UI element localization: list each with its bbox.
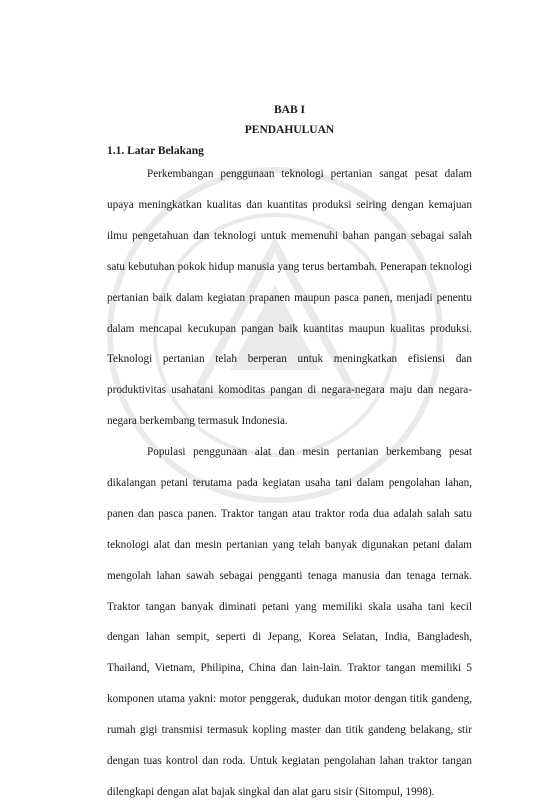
paragraph-1: Perkembangan penggunaan teknologi pertanian sangat pesat dalam upaya meningkatkan kualitas dan kuantitas produksi seiring dengan kemajuan ilmu pengetahuan dan teknologi untuk memenuhi bahan pangan sebagai salah satu kebutuhan pokok hidup manusia yang terus bertambah. Penerapan teknologi pertanian baik dalam kegiatan prapanen maupun pasca panen, menjadi penentu dalam mencapai kecukupan pangan baik kuantitas maupun kualitas produksi. Teknologi pertanian telah berperan untuk meningkatkan efisiensi dan produktivitas usahatani komoditas pangan di negara-negara maju dan negara-negara berkembang termasuk Indonesia.: [107, 168, 472, 428]
chapter-title: PENDAHULUAN: [244, 124, 335, 136]
chapter-number: BAB I: [274, 104, 305, 116]
section-heading: 1.1. Latar Belakang: [107, 145, 204, 157]
paragraph-2: Populasi penggunaan alat dan mesin pertanian berkembang pesat dikalangan petani terutama pada kegiatan usaha tani dalam pengolahan lahan, panen dan pasca panen. Traktor tangan atau traktor roda dua adalah salah satu teknologi alat dan mesin pertanian yang telah banyak digunakan petani dalam mengolah lahan sawah sebagai pengganti tenaga manusia dan tenaga ternak. Traktor tangan banyak diminati petani yang memiliki skala usaha tani kecil dengan lahan sempit, seperti di Jepang, Korea Selatan, India, Bangladesh, Thailand, Vietnam, Philipina, China dan lain-lain. Traktor tangan memiliki 5 komponen utama yakni: motor penggerak, dudukan motor dengan titik gandeng, rumah gigi transmisi termasuk kopling master dan titik gandeng belakang, stir dengan tuas kontrol dan roda. Untuk kegiatan pengolahan lahan traktor tangan dilengkapi dengan alat bajak singkal dan alat garu sisir (Sitompul, 1998).: [107, 446, 472, 798]
